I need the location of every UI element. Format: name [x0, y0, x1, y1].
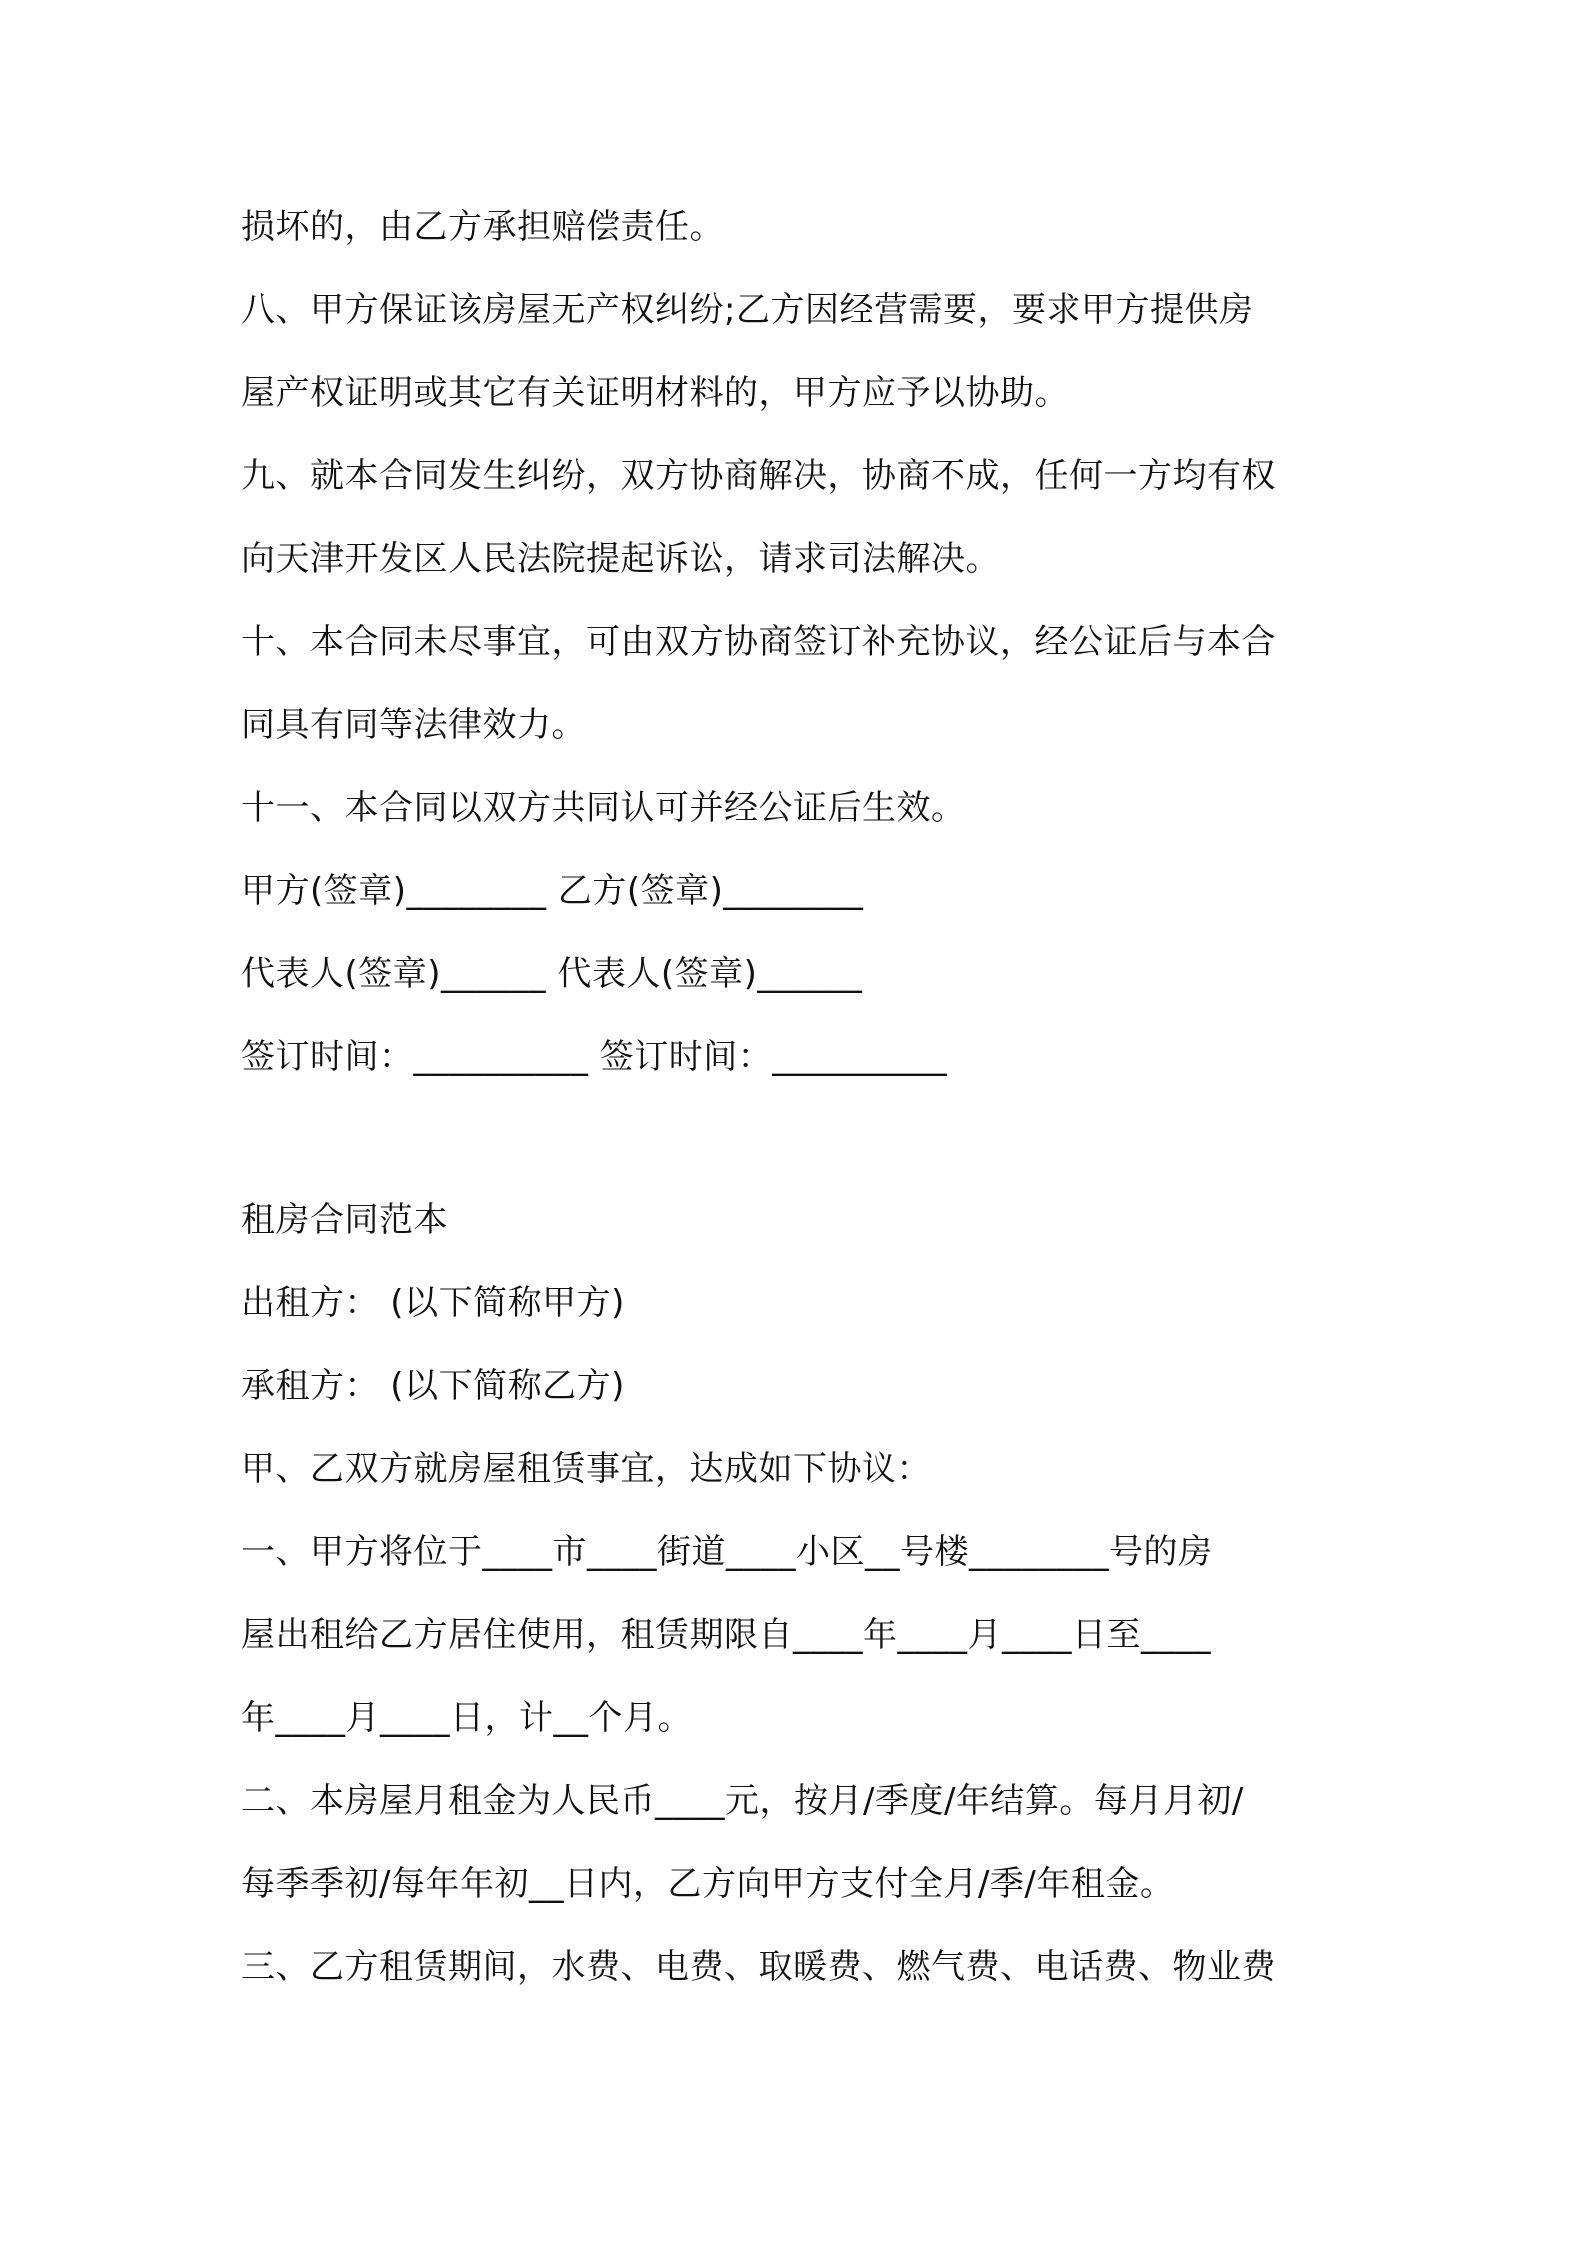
rent-clause-2-line-2: 每季季初/每年年初__日内，乙方向甲方支付全月/季/年租金。	[241, 1864, 1175, 1904]
clause-8-line-2: 屋产权证明或其它有关证明材料的，甲方应予以协助。	[241, 373, 1069, 413]
clause-11: 十一、本合同以双方共同认可并经公证后生效。	[241, 788, 966, 828]
rent-clause-1-line-3: 年____月____日，计__个月。	[241, 1698, 692, 1738]
rent-clause-1-line-1: 一、甲方将位于____市____街道____小区__号楼________号的房	[241, 1532, 1213, 1572]
signature-party-line: 甲方(签章)________ 乙方(签章)________	[241, 871, 864, 911]
rent-clause-2-line-1: 二、本房屋月租金为人民币____元，按月/季度/年结算。每月月初/	[241, 1781, 1244, 1821]
clause-10-line-2: 同具有同等法律效力。	[241, 705, 586, 745]
signature-representative-line: 代表人(签章)______ 代表人(签章)______	[241, 954, 863, 994]
rent-clause-3-line-1: 三、乙方租赁期间，水费、电费、取暖费、燃气费、电话费、物业费	[241, 1947, 1276, 1987]
agreement-intro: 甲、乙双方就房屋租赁事宜，达成如下协议：	[241, 1449, 931, 1489]
lessor-line: 出租方： (以下简称甲方)	[241, 1283, 625, 1323]
clause-9-line-1: 九、就本合同发生纠纷，双方协商解决，协商不成，任何一方均有权	[241, 456, 1276, 496]
signature-date-line: 签订时间：__________ 签订时间：__________	[241, 1037, 948, 1077]
text-line-damage-liability: 损坏的，由乙方承担赔偿责任。	[241, 207, 724, 247]
clause-9-line-2: 向天津开发区人民法院提起诉讼，请求司法解决。	[241, 539, 1000, 579]
lessee-line: 承租方： (以下简称乙方)	[241, 1366, 625, 1406]
clause-8-line-1: 八、甲方保证该房屋无产权纠纷;乙方因经营需要，要求甲方提供房	[241, 290, 1254, 330]
rent-clause-1-line-2: 屋出租给乙方居住使用，租赁期限自____年____月____日至____	[241, 1615, 1211, 1655]
contract-title: 租房合同范本	[241, 1200, 448, 1240]
clause-10-line-1: 十、本合同未尽事宜，可由双方协商签订补充协议，经公证后与本合	[241, 622, 1276, 662]
